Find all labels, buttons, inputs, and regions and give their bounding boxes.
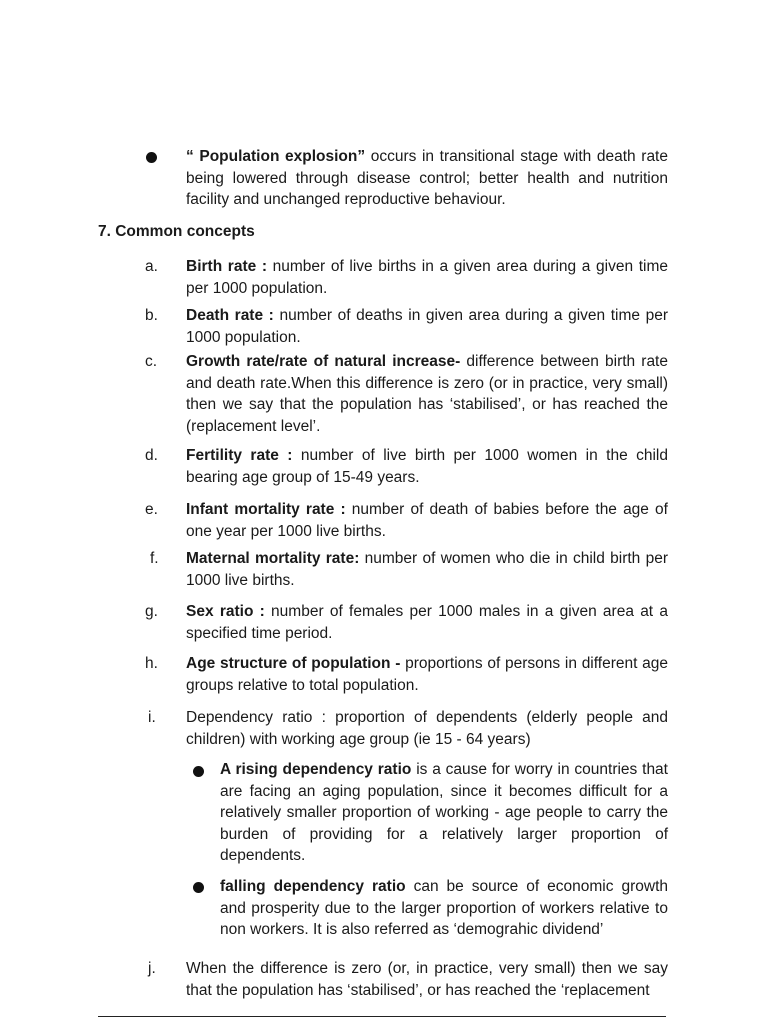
bullet-icon <box>146 152 157 163</box>
definition: Dependency ratio : proportion of dependents (elderly people and children) with working age group (ie 15 - 64 years) <box>186 709 668 748</box>
definition: number of deaths in given area during a given time per 1000 population. <box>186 307 668 346</box>
definition: number of live births in a given area during a given time per 1000 population. <box>186 258 668 297</box>
item-marker: j. <box>148 960 156 977</box>
item-marker: h. <box>145 655 158 672</box>
section-heading: 7. Common concepts <box>98 223 255 240</box>
definition: difference between birth rate and death rate.When this difference is zero (or in practice, very small) then we say that the population has ‘stabilised’, or has reached the (replacement level’. <box>186 353 668 435</box>
item-marker: d. <box>145 447 158 464</box>
bullet-icon <box>193 766 204 777</box>
definition: can be source of economic growth and prosperity due to the larger proportion of workers relative to non workers. It is also referred as ‘demograhic dividend’ <box>220 878 668 938</box>
term: Sex ratio : <box>186 603 265 620</box>
list-item-growth-rate <box>186 351 668 437</box>
item-marker: f. <box>150 550 159 567</box>
definition: number of women who die in child birth per 1000 live births. <box>186 550 668 589</box>
sub-bullet-falling-dependency <box>220 876 668 941</box>
list-item-fertility-rate <box>186 445 668 488</box>
bullet-icon <box>193 882 204 893</box>
item-marker: g. <box>145 603 158 620</box>
list-item-sex-ratio <box>186 601 668 644</box>
item-marker: i. <box>148 709 156 726</box>
population-explosion-paragraph <box>186 146 668 211</box>
list-item-replacement-level <box>186 958 668 1001</box>
definition: proportions of persons in different age groups relative to total population. <box>186 655 669 694</box>
definition: number of death of babies before the age of one year per 1000 live births. <box>186 501 668 540</box>
list-item-death-rate <box>186 305 668 348</box>
term: Maternal mortality rate: <box>186 550 360 567</box>
term: A rising dependency ratio <box>220 761 412 778</box>
list-item-infant-mortality-rate <box>186 499 668 542</box>
list-item-age-structure <box>186 653 668 696</box>
list-item-maternal-mortality-rate <box>186 548 668 591</box>
list-item-dependency-ratio <box>186 707 668 750</box>
term: Birth rate : <box>186 258 268 275</box>
definition: is a cause for worry in countries that are facing an aging population, since it becomes difficult for a relatively smaller proportion of working - age people to carry the burden of providing for a relatively larger proportion of dependents. <box>220 761 668 864</box>
term: Infant mortality rate : <box>186 501 346 518</box>
item-marker: b. <box>145 307 158 324</box>
term: Death rate : <box>186 307 274 324</box>
sub-bullet-rising-dependency <box>220 759 668 867</box>
definition: number of females per 1000 males in a given area at a specified time period. <box>186 603 668 642</box>
term: “ Population explosion” <box>186 148 366 165</box>
term: Age structure of population - <box>186 655 401 672</box>
item-marker: e. <box>145 501 158 518</box>
footer-divider <box>98 1016 666 1017</box>
definition: number of live birth per 1000 women in the child bearing age group of 15-49 years. <box>186 447 668 486</box>
item-marker: c. <box>145 353 158 370</box>
term: Fertility rate : <box>186 447 293 464</box>
term: falling dependency ratio <box>220 878 406 895</box>
definition: occurs in transitional stage with death rate being lowered through disease control; better health and nutrition facility and unchanged reproductive behaviour. <box>186 148 668 208</box>
list-item-birth-rate <box>186 256 668 299</box>
definition: When the difference is zero (or, in practice, very small) then we say that the population has ‘stabilised’, or has reached the ‘replacement <box>186 960 668 999</box>
item-marker: a. <box>145 258 158 275</box>
term: Growth rate/rate of natural increase- <box>186 353 461 370</box>
